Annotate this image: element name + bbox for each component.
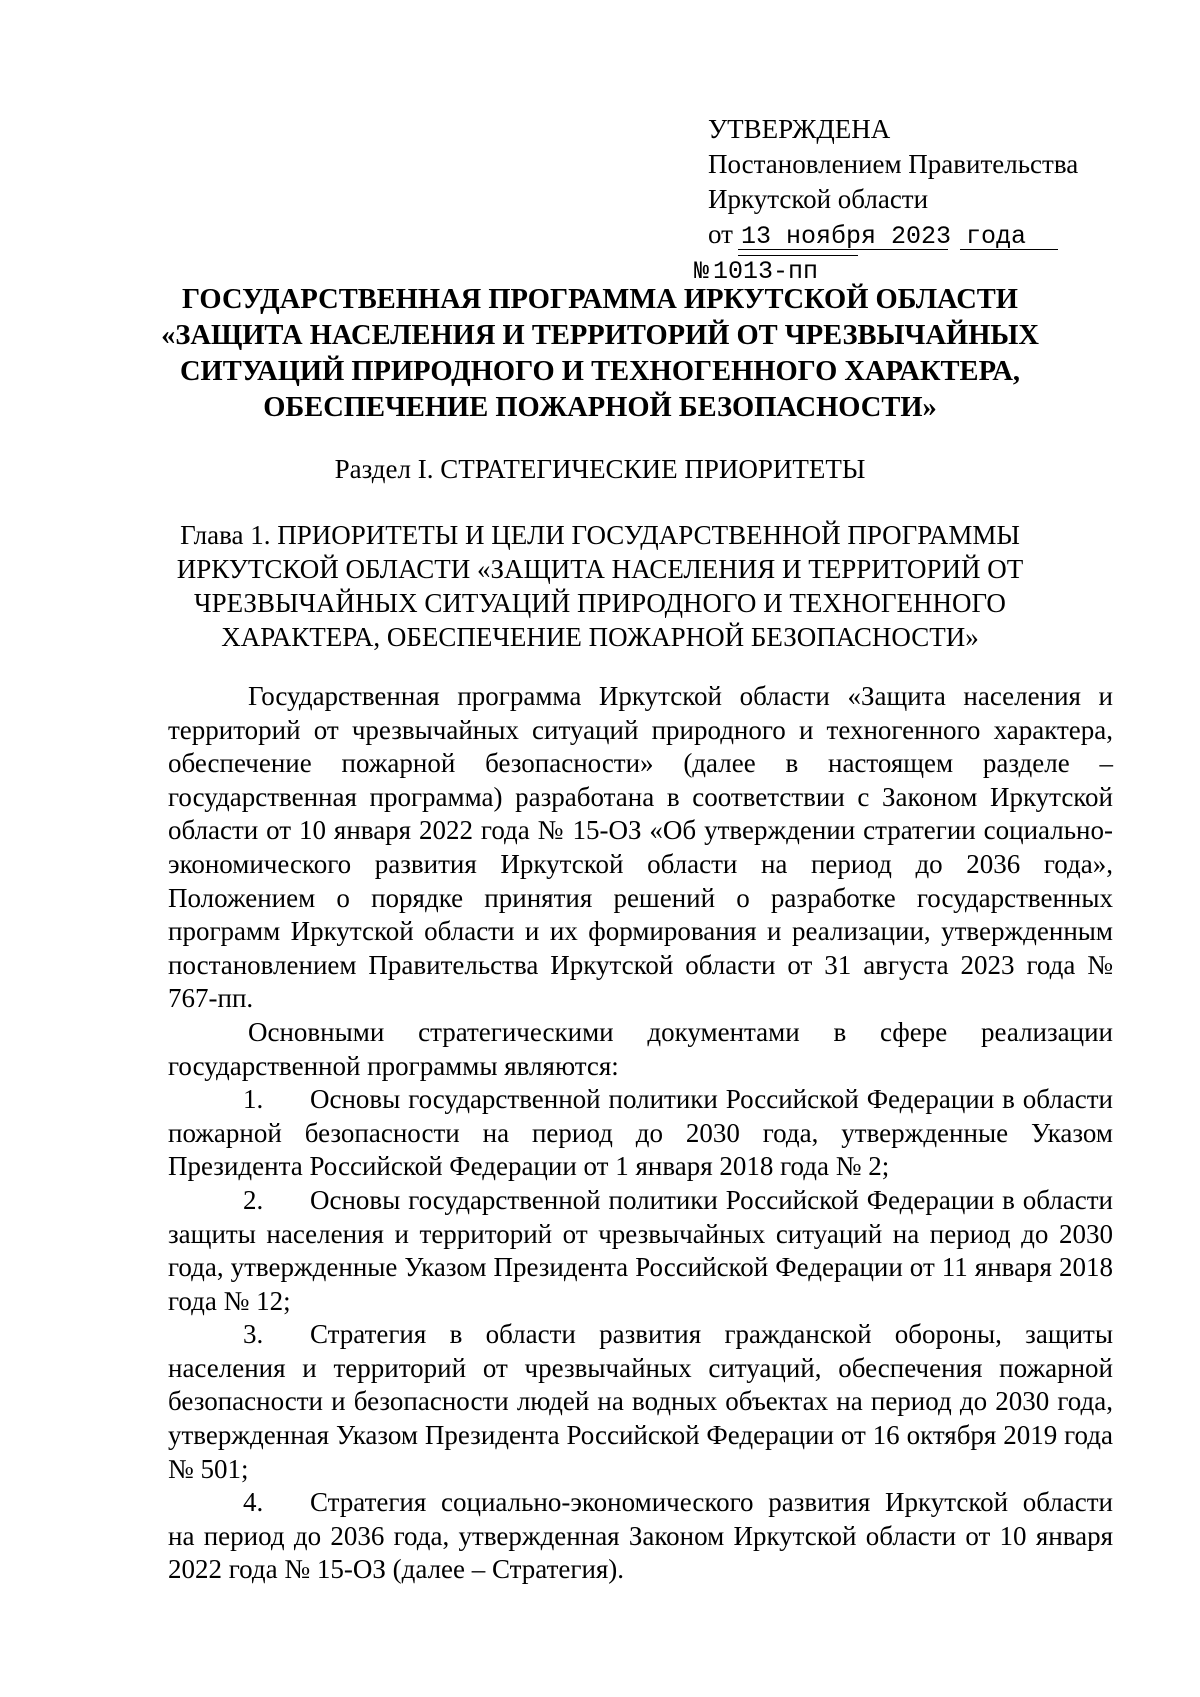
- section-title: Раздел I. СТРАТЕГИЧЕСКИЕ ПРИОРИТЕТЫ: [334, 454, 866, 484]
- program-title-line-1: ГОСУДАРСТВЕННАЯ ПРОГРАММА ИРКУТСКОЙ ОБЛАСТИ: [182, 284, 1018, 315]
- approval-stamp: [694, 112, 1108, 289]
- approval-number-value: 1013-пп: [713, 257, 819, 286]
- chapter-title-line-1: Глава 1. ПРИОРИТЕТЫ И ЦЕЛИ ГОСУДАРСТВЕННОЙ ПРОГРАММЫ: [180, 520, 1020, 550]
- list-item-text: Основы государственной политики Российской Федерации в области защиты населения и территорий от чрезвычайных ситуаций на период до 2030 года, утвержденные Указом Президента Российской Федерации от 11 января 2018 года № 12;: [168, 1184, 1113, 1316]
- list-marker: 2.: [243, 1184, 264, 1215]
- approval-issuer-line-2: Иркутской области: [708, 184, 929, 214]
- date-underline-year: [960, 249, 1058, 250]
- chapter-title: [150, 518, 1050, 654]
- approval-date-line: [708, 217, 1108, 254]
- list-item-text: Основы государственной политики Российской Федерации в области пожарной безопасности на период до 2030 года, утвержденные Указом Президента Российской Федерации от 1 января 2018 года № 2;: [168, 1084, 1113, 1182]
- date-underline: [738, 249, 948, 250]
- paragraph-strategic-docs: Основными стратегическими документами в сфере реализации государственной программы являются:: [168, 1016, 1113, 1081]
- number-overline: [738, 255, 858, 256]
- list-item-text: Стратегия в области развития гражданской обороны, защиты населения и территорий от чрезвычайных ситуаций, обеспечения пожарной безопасности и безопасности людей на водных объектах на период до 2030 года, утвержденная Указом Президента Российской Федерации от 16 октября 2019 года № 501;: [168, 1319, 1113, 1484]
- list-item: [168, 1486, 1113, 1587]
- list-item-text: Стратегия социально-экономического развития Иркутской области на период до 2036 года, утвержденная Законом Иркутской области от 10 января 2022 года № 15-ОЗ (далее – Стратегия).: [168, 1487, 1113, 1585]
- program-title: [150, 282, 1050, 426]
- chapter-title-line-3: ЧРЕЗВЫЧАЙНЫХ СИТУАЦИЙ ПРИРОДНОГО И ТЕХНОГЕННОГО: [194, 588, 1006, 618]
- list-marker: 4.: [243, 1487, 264, 1518]
- list-item: [168, 1083, 1113, 1184]
- list-marker: 3.: [243, 1319, 264, 1350]
- list-item: [168, 1318, 1113, 1486]
- program-title-line-3: СИТУАЦИЙ ПРИРОДНОГО И ТЕХНОГЕННОГО ХАРАКТЕРА,: [179, 356, 1021, 387]
- list-item: [168, 1184, 1113, 1318]
- approval-issuer-line-1: Постановлением Правительства: [708, 149, 1079, 179]
- list-marker: 1.: [243, 1084, 264, 1115]
- chapter-title-line-2: ИРКУТСКОЙ ОБЛАСТИ «ЗАЩИТА НАСЕЛЕНИЯ И ТЕРРИТОРИЙ ОТ: [176, 554, 1024, 584]
- paragraph-intro: Государственная программа Иркутской области «Защита населения и территорий от чрезвычайных ситуаций природного и техногенного характера, обеспечение пожарной безопасности» (далее в настоящем разделе – государственная программа) разработана в соответствии с Законом Иркутской области от 10 января 2022 года № 15-ОЗ «Об утверждении стратегии социально-экономического развития Иркутской области на период до 2036 года», Положением о порядке принятия решений о разработке государственных программ Иркутской области и их формирования и реализации, утвержденным постановлением Правительства Иркутской области от 31 августа 2023 года № 767-пп.: [168, 681, 1113, 1014]
- approval-date-value: 13 ноября 2023 года: [740, 222, 1026, 251]
- approval-date-prefix: от: [708, 219, 733, 249]
- approval-number-prefix: №: [694, 257, 710, 286]
- body-text: [168, 680, 1113, 1587]
- program-title-line-2: «ЗАЩИТА НАСЕЛЕНИЯ И ТЕРРИТОРИЙ ОТ ЧРЕЗВЫЧАЙНЫХ: [161, 320, 1039, 351]
- program-title-line-4: ОБЕСПЕЧЕНИЕ ПОЖАРНОЙ БЕЗОПАСНОСТИ»: [263, 392, 937, 423]
- chapter-title-line-4: ХАРАКТЕРА, ОБЕСПЕЧЕНИЕ ПОЖАРНОЙ БЕЗОПАСНОСТИ»: [221, 622, 979, 652]
- approval-status: УТВЕРЖДЕНА: [708, 114, 891, 144]
